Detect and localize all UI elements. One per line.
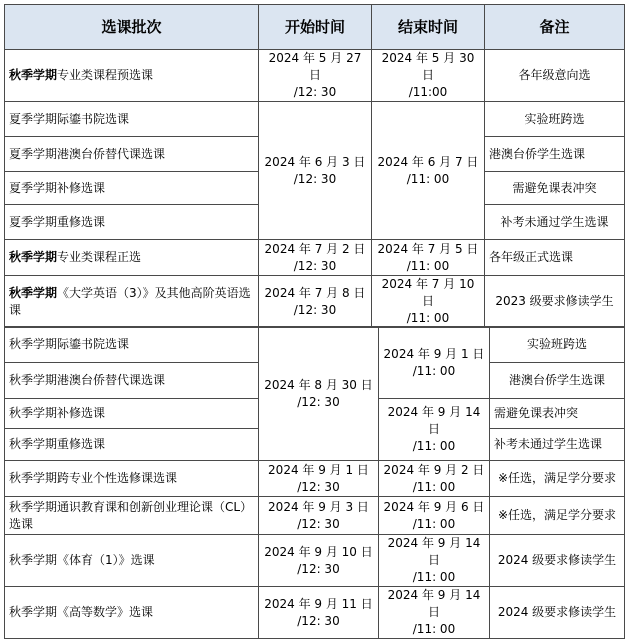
table-row — [5, 102, 625, 137]
batch-cell: 秋季学期专业类课程预选课 — [5, 50, 259, 102]
header-note: 备注 — [485, 5, 625, 50]
header-start-time: 开始时间 — [259, 5, 372, 50]
batch-cell: 夏季学期港澳台侨替代课选课 — [5, 137, 259, 172]
table-row — [5, 587, 625, 639]
batch-cell: 秋季学期《高等数学》选课 — [5, 587, 259, 639]
batch-cell: 秋季学期际鎏书院选课 — [5, 327, 259, 363]
end-cell: 2024 年 9 月 14 日 /11: 00 — [379, 535, 490, 587]
end-cell: 2024 年 5 月 30 日 /11:00 — [372, 50, 485, 102]
end-cell: 2024 年 7 月 5 日 /11: 00 — [372, 240, 485, 276]
note-cell: 需避免课表冲突 — [490, 399, 625, 429]
batch-cell: 秋季学期跨专业个性选修课选课 — [5, 461, 259, 497]
end-cell: 2024 年 7 月 10 日 /11: 00 — [372, 276, 485, 328]
batch-cell: 秋季学期重修选课 — [5, 429, 259, 461]
batch-cell: 秋季学期港澳台侨替代课选课 — [5, 363, 259, 399]
end-cell-merged: 2024 年 6 月 7 日 /11: 00 — [372, 102, 485, 240]
note-cell: 补考未通过学生选课 — [490, 429, 625, 461]
end-cell-merged: 2024 年 9 月 1 日 /11: 00 — [379, 327, 490, 399]
table-header-row — [5, 5, 625, 50]
start-cell: 2024 年 9 月 11 日 /12: 30 — [259, 587, 379, 639]
start-cell: 2024 年 5 月 27 日 /12: 30 — [259, 50, 372, 102]
batch-cell: 秋季学期专业类课程正选 — [5, 240, 259, 276]
start-cell: 2024 年 9 月 10 日 /12: 30 — [259, 535, 379, 587]
start-cell-merged: 2024 年 8 月 30 日 /12: 30 — [259, 327, 379, 461]
table-row — [5, 497, 625, 535]
schedule-table-autumn — [4, 326, 625, 639]
batch-cell: 秋季学期《大学英语（3）》及其他高阶英语选课 — [5, 276, 259, 328]
end-cell-merged: 2024 年 9 月 14 日 /11: 00 — [379, 399, 490, 461]
start-cell: 2024 年 9 月 1 日 /12: 30 — [259, 461, 379, 497]
batch-cell: 夏季学期际鎏书院选课 — [5, 102, 259, 137]
batch-cell: 夏季学期重修选课 — [5, 205, 259, 240]
table-row — [5, 240, 625, 276]
end-cell: 2024 年 9 月 6 日 /11: 00 — [379, 497, 490, 535]
note-cell: 2024 级要求修读学生 — [490, 535, 625, 587]
end-cell: 2024 年 9 月 2 日 /11: 00 — [379, 461, 490, 497]
batch-cell: 秋季学期补修选课 — [5, 399, 259, 429]
batch-cell: 夏季学期补修选课 — [5, 172, 259, 205]
note-cell: 实验班跨选 — [490, 327, 625, 363]
end-cell: 2024 年 9 月 14 日 /11: 00 — [379, 587, 490, 639]
table-row — [5, 276, 625, 328]
header-batch: 选课批次 — [5, 5, 259, 50]
note-cell: 各年级正式选课 — [485, 240, 625, 276]
note-cell: 各年级意向选 — [485, 50, 625, 102]
note-cell: ※任选，满足学分要求 — [490, 461, 625, 497]
note-cell: 港澳台侨学生选课 — [490, 363, 625, 399]
start-cell-merged: 2024 年 6 月 3 日 /12: 30 — [259, 102, 372, 240]
table-row — [5, 461, 625, 497]
table-row — [5, 535, 625, 587]
header-end-time: 结束时间 — [372, 5, 485, 50]
note-cell: 2023 级要求修读学生 — [485, 276, 625, 328]
note-cell: 实验班跨选 — [485, 102, 625, 137]
table-row — [5, 327, 625, 363]
start-cell: 2024 年 7 月 8 日 /12: 30 — [259, 276, 372, 328]
note-cell: ※任选，满足学分要求 — [490, 497, 625, 535]
batch-cell: 秋季学期通识教育课和创新创业理论课（CL）选课 — [5, 497, 259, 535]
schedule-table-summer — [4, 4, 625, 328]
note-cell: 需避免课表冲突 — [485, 172, 625, 205]
table-row — [5, 50, 625, 102]
batch-cell: 秋季学期《体育（1）》选课 — [5, 535, 259, 587]
start-cell: 2024 年 7 月 2 日 /12: 30 — [259, 240, 372, 276]
note-cell: 港澳台侨学生选课 — [485, 137, 625, 172]
note-cell: 2024 级要求修读学生 — [490, 587, 625, 639]
note-cell: 补考未通过学生选课 — [485, 205, 625, 240]
start-cell: 2024 年 9 月 3 日 /12: 30 — [259, 497, 379, 535]
